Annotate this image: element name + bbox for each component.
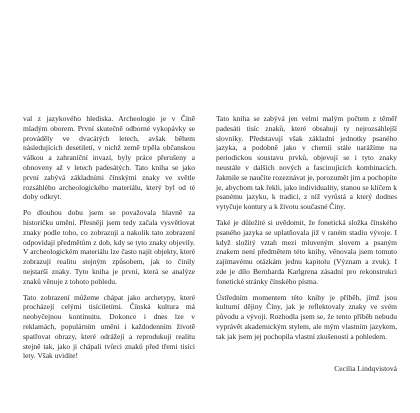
right-paragraph-1: Tato kniha se zabývá jen velmi malým počtem z těměř padesáti tisíc znaků, které obsahují ty nejrozsáhlejší slovníky. Představují však základní jednotky psaného jazyka, a podobně jako v chemii stále narážíme na periodickou soustavu prvků, objevují se i tyto znaky neustále v dalších nových a fascinujících kombinacích. Jakmile se naučíte rozeznávat je, porozumět jim a pochopíte je, abychom tak řekli, jako individuality, stanou se klíčem k psanému jazyku, k tradici, z níž vyrůstá a který dodnes vytyčuje kontury a k životu současné Číny. — [216, 114, 397, 212]
left-paragraph-2: Po dlouhou dobu jsem se považovala hlavně za historičku umění. Přesněji jsem tedy začala vysvětlovat znaky podle toho, co zobrazují a nakolik tato zobrazení odpovídají předmětům z dob, kdy se tyto znaky objevily. V archeologickém materiálu lze často najít objekty, které zobrazují realitu stejným způsobem, jak to činily nejstarší znaky. Tyto kniha je první, která se analýze znaků věnuje z tohoto pohledu. — [23, 208, 195, 286]
right-paragraph-3: Ústředním momentem této knihy je příběh, jímž jsou kulturní dějiny Číny, jak je reflektovaly znaky ve svém původu a vývoji. Rozhodla jsem se, že tento příběh nebudu vyprávět akademickým stylem, ale mým vlastním jazykem, tak jak jsem jej pochopila vlastní zkušeností a pohledem. — [216, 292, 397, 341]
right-paragraph-2: Také je důležité si uvědomit, že fonetická složka čínského psaného jazyka se uplatňovala již v raném stadiu vývoje. I když složitý vztah mezi mluveným slovem a psaným znakem není předmětem této knihy, věnovala jsem tomuto zajímavému otázkám jednu kapitolu (Význam a zvuk). I zde je dílo Bernharda Karlgrena zásadní pro rekonstrukci fonetické stránky čínského písma. — [216, 217, 397, 286]
right-text-column — [216, 114, 397, 348]
author-signature: Cecilia Lindqvistová — [334, 364, 397, 373]
left-paragraph-3: Tato zobrazení můžeme chápat jako archetypy, které procházejí celými tisíciletími. Čínská kultura má neobyčejnou kontinuitu. Dokonce i dnes lze v reklamách, populárním umění i každodenním životě spatřovat obrazy, které odrážejí a reprodukují realitu stejně tak, jako ji chápali tvůrci znaků před třemi tisíci lety. Však uvidíte! — [23, 292, 195, 361]
left-text-column — [23, 114, 195, 367]
left-paragraph-1: val z jazykového hlediska. Archeologie je v Číně mladým oborem. První skutečně odborné vykopávky se prováděly ve dvacátých letech, avšak během následujících desetiletí, v nichž země trpěla občanskou válkou a zahraniční invazí, byly práce přerušeny a obnoveny až v letech padesátých. Tato kniha se jako první zabývá základními čínskými znaky ve světle rozsáhlého archeologického materiálu, který byl od té doby odkryt. — [23, 114, 195, 202]
